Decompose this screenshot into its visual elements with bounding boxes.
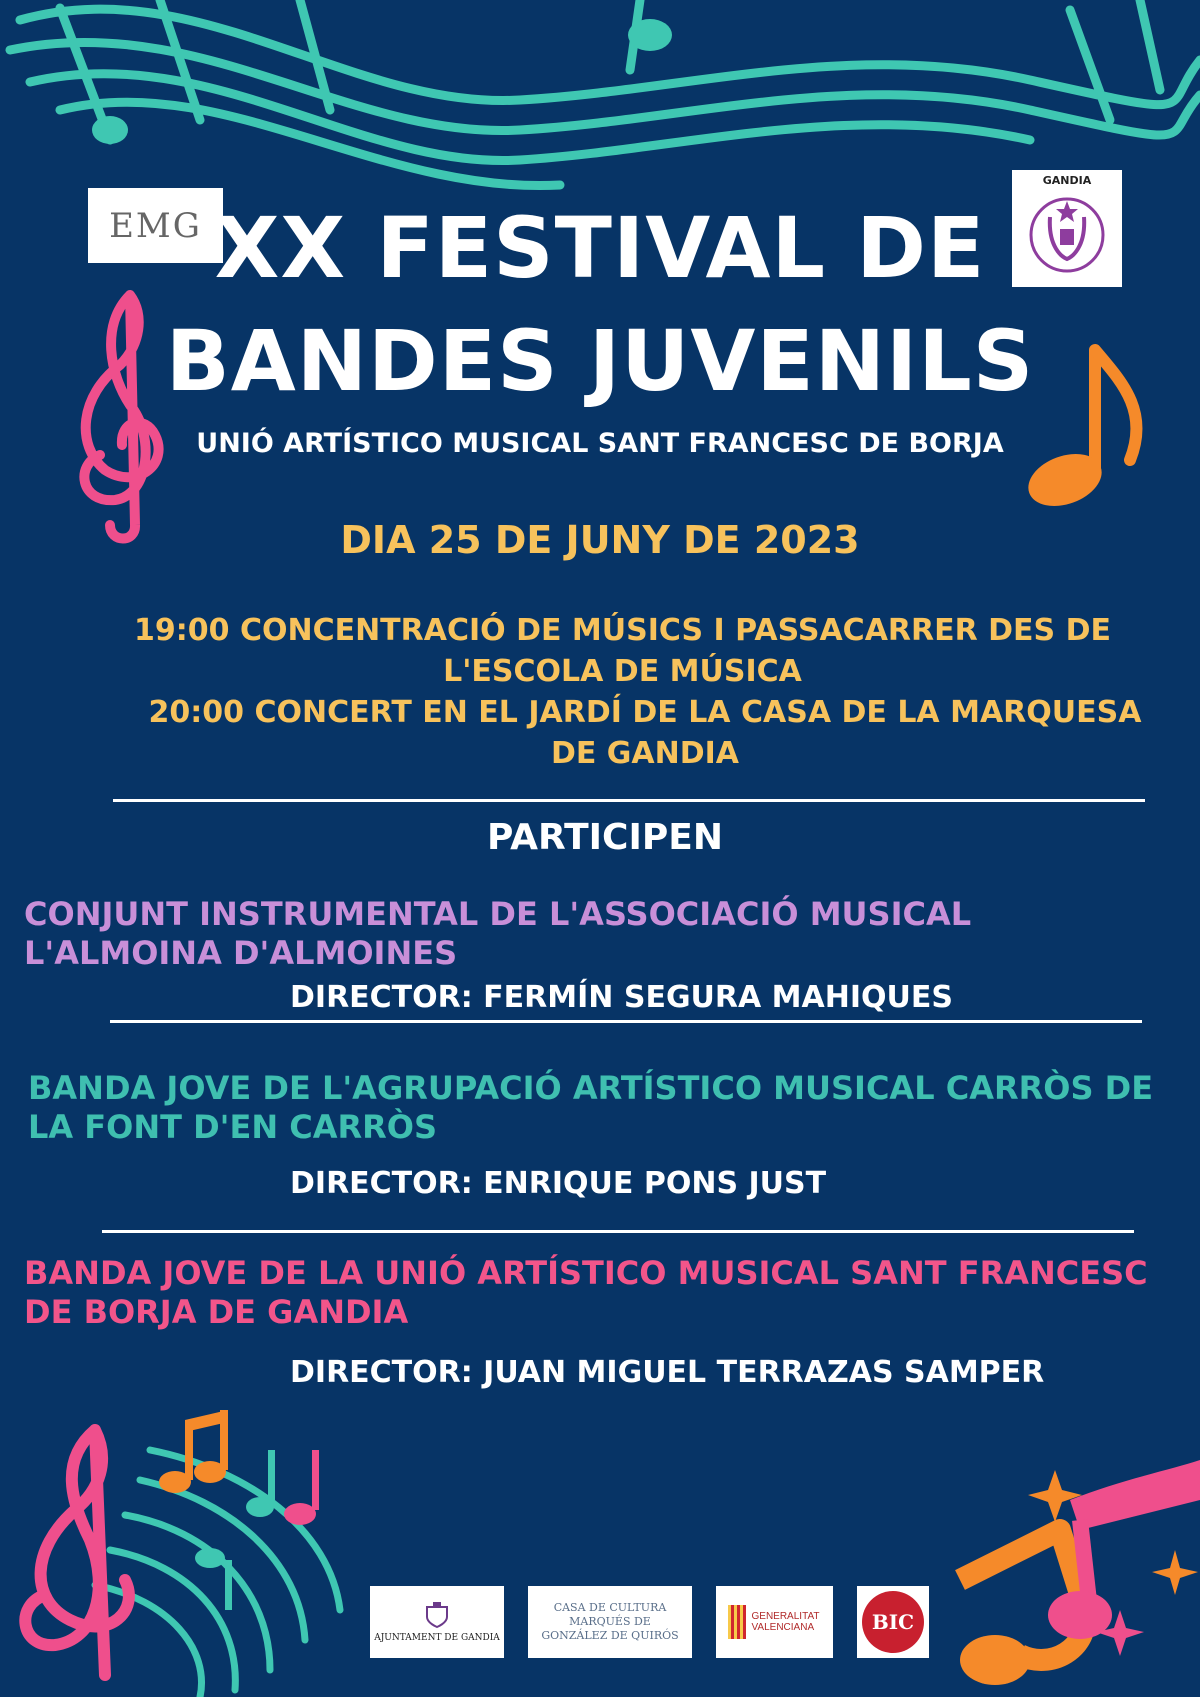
sponsor-ajuntament-logo	[370, 1586, 504, 1658]
seal-label: GANDIA	[1042, 174, 1092, 187]
divider	[102, 1230, 1134, 1233]
sponsor-label: BIC	[871, 1610, 915, 1634]
band-name: BANDA JOVE DE LA UNIÓ ARTÍSTICO MUSICAL SANT FRANCESC DE BORJA DE GANDIA	[24, 1254, 1148, 1331]
sponsor-label: AJUNTAMENT DE GANDIA	[374, 1633, 500, 1643]
band-director: DIRECTOR: ENRIQUE PONS JUST	[290, 1166, 827, 1201]
sponsor-bic-logo	[857, 1586, 929, 1658]
festival-title-line2: BANDES JUVENILS	[165, 312, 1035, 410]
divider	[110, 1020, 1142, 1023]
music-notes-bottom-right-decoration	[940, 1460, 1200, 1697]
divider	[113, 799, 1145, 802]
generalitat-flag-icon	[728, 1605, 746, 1639]
band-director: DIRECTOR: FERMÍN SEGURA MAHIQUES	[290, 980, 953, 1015]
music-notes-bottom-left-decoration	[0, 1390, 360, 1697]
festival-title-line1: XX FESTIVAL DE	[214, 199, 986, 297]
emg-logo-initials: EMG	[109, 205, 202, 246]
band-name: BANDA JOVE DE L'AGRUPACIÓ ARTÍSTICO MUSICAL CARRÒS DE LA FONT D'EN CARRÒS	[28, 1069, 1154, 1146]
sponsor-generalitat-logo	[716, 1586, 833, 1658]
sponsor-label: GENERALITAT VALENCIANA	[751, 1611, 820, 1633]
participants-heading: PARTICIPEN	[487, 817, 723, 858]
sponsor-casa-cultura-logo	[528, 1586, 692, 1658]
coat-of-arms-icon	[424, 1601, 450, 1629]
organizer-subtitle: UNIÓ ARTÍSTICO MUSICAL SANT FRANCESC DE BORJA	[196, 428, 1004, 459]
band-name: CONJUNT INSTRUMENTAL DE L'ASSOCIACIÓ MUSICAL L'ALMOINA D'ALMOINES	[24, 895, 972, 972]
event-date: DIA 25 DE JUNY DE 2023	[340, 518, 860, 562]
sponsor-label: CASA DE CULTURA MARQUÉS DE GONZÁLEZ DE QUIRÓS	[541, 1601, 679, 1642]
schedule-item: 19:00 CONCENTRACIÓ DE MÚSICS I PASSACARRER DES DE L'ESCOLA DE MÚSICA	[134, 613, 1111, 689]
band-director: DIRECTOR: JUAN MIGUEL TERRAZAS SAMPER	[290, 1355, 1045, 1390]
schedule-item: 20:00 CONCERT EN EL JARDÍ DE LA CASA DE LA MARQUESA DE GANDIA	[148, 695, 1142, 771]
